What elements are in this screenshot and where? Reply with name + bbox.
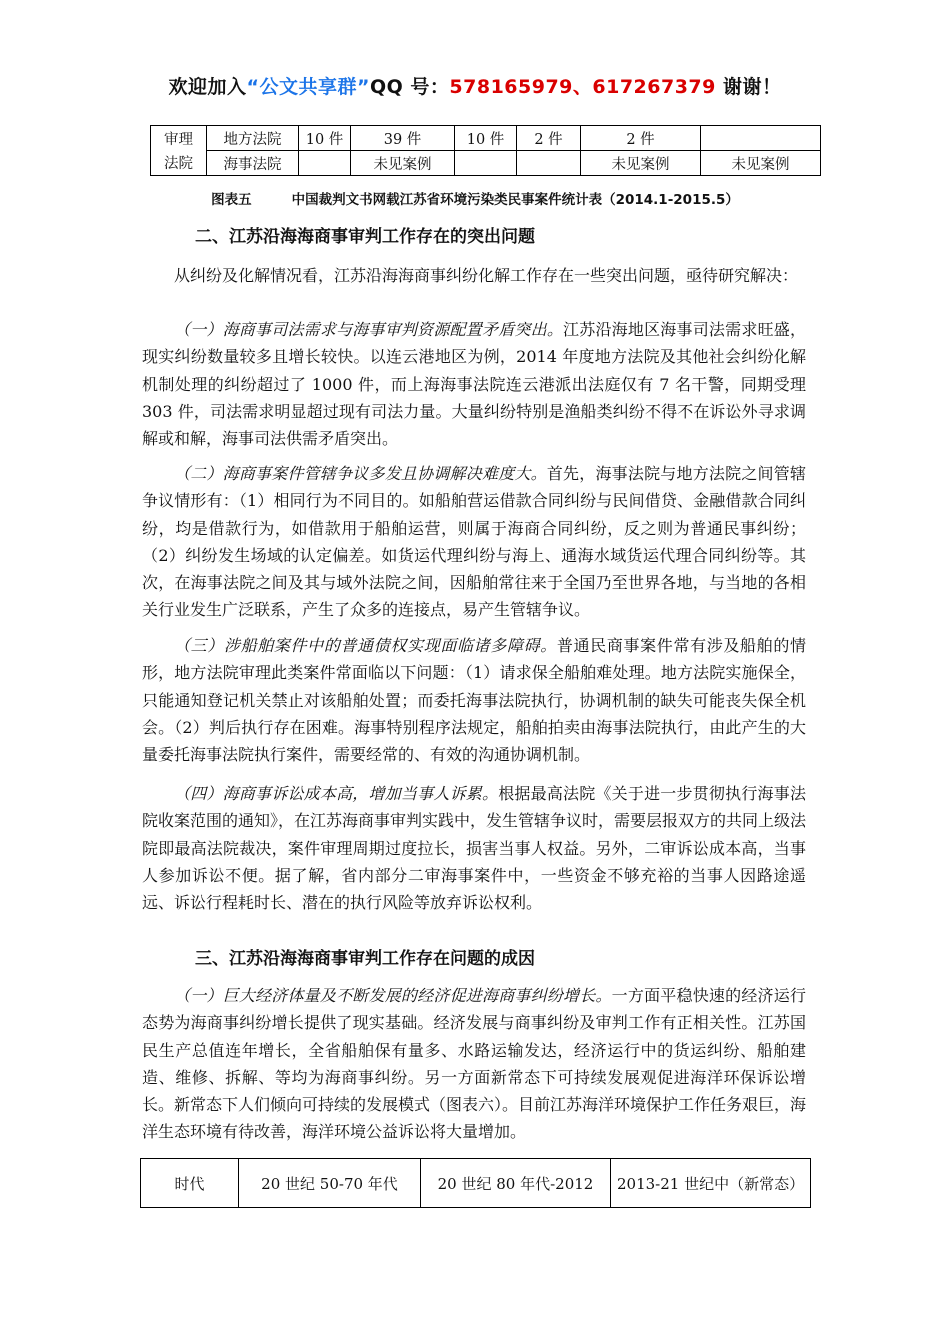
header-suffix: 谢谢！ [715,76,782,98]
header-prefix: 欢迎加入 [168,76,247,98]
paragraph [142,316,806,452]
table-cell: 未见案例 [701,151,821,176]
paragraph: 从纠纷及化解情况看，江苏沿海海商事纠纷化解工作存在一些突出问题，亟待研究解决： [174,266,799,285]
header-qq-label: QQ 号： [369,76,450,98]
table-cell: 10 件 [455,126,517,151]
table-cell: 20 世纪 50-70 年代 [239,1159,421,1208]
paragraph-body: 一方面平稳快速的经济运行态势为海商事纠纷增长提供了现实基础。经济发展与商事纠纷及审判工作有正相关性。江苏国民生产总值连年增长，全省船舶保有量多、水路运输发达，经济运行中的货运纠纷、船舶建造、维修、拆解、等均为海商事纠纷。另一方面新常态下可持续发展观促进海洋环保诉讼增长。新常态下人们倾向可持续的发展模式（图表六）。目前江苏海洋环境保护工作任务艰巨，海洋生态环境有待改善，海洋环境公益诉讼将大量增加。 [142,986,807,1142]
table-row [141,1159,811,1208]
table-cell: 时代 [141,1159,239,1208]
table-cell: 2 件 [581,126,701,151]
table-cell: 10 件 [299,126,351,151]
paragraph-body: 根据最高法院《关于进一步贯彻执行海事法院收案范围的通知》，在江苏海商事审判实践中，发生管辖争议时，需要层报双方的共同上级法院即最高法院裁决，案件审理周期过度拉长，损害当事人权益。另外，二审诉讼成本高，当事人参加诉讼不便。据了解，省内部分二审海事案件中，一些资金不够充裕的当事人因路途遥远、诉讼行程耗时长、潜在的执行风险等放弃诉讼权利。 [142,784,807,913]
paragraph-body: 首先，海事法院与地方法院之间管辖争议情形有：（1）相同行为不同目的。如船舶营运借款合同纠纷与民间借贷、金融借款合同纠纷，均是借款行为，如借款用于船舶运营，则属于海商合同纠纷，反之则为普通民事纠纷；（2）纠纷发生场域的认定偏差。如货运代理纠纷与海上、通海水域货运代理合同纠纷等。其次，在海事法院之间及其与域外法院之间，因船舶常往来于全国乃至世界各地，与当地的各相关行业发生广泛联系，产生了众多的连接点，易产生管辖争议。 [142,464,806,620]
paragraph-lead: （四）海商事诉讼成本高，增加当事人诉累。 [174,784,499,803]
page-header [0,72,950,99]
table-cell: 未见案例 [351,151,455,176]
caption-label: 图表五 [211,192,252,208]
table-cell [455,151,517,176]
header-group-name: “公文共享群” [246,76,370,98]
table-cell [517,151,581,176]
paragraph [142,460,806,624]
table-cell: 2 件 [517,126,581,151]
table-cell: 20 世纪 80 年代-2012 [421,1159,611,1208]
table-cell: 海事法院 [207,151,299,176]
table-row [151,126,821,151]
paragraph [142,982,806,1146]
table-group-label: 审理 [151,126,207,151]
table-cell: 未见案例 [581,151,701,176]
table-cell: 39 件 [351,126,455,151]
paragraph-body: 江苏沿海地区海事司法需求旺盛，现实纠纷数量较多且增长较快。以连云港地区为例，2014 年度地方法院及其他社会纠纷化解机制处理的纠纷超过了 1000 件，而上海海事法院连云港派出法庭仅有 7 名干警，同期受理 303 件，司法需求明显超过现有司法力量。大量纠纷特别是渔船类纠纷不得不在诉讼外寻求调解或和解，海事司法供需矛盾突出。 [142,320,806,449]
paragraph [142,632,806,768]
caption-title: 中国裁判文书网载江苏省环境污染类民事案件统计表（2014.1-2015.5） [291,192,739,208]
paragraph-body: 普通民商事案件常有涉及船舶的情形，地方法院审理此类案件常面临以下问题：（1）请求保全船舶难处理。地方法院实施保全，只能通知登记机关禁止对该船舶处置；而委托海事法院执行，协调机制的缺失可能丧失保全机会。（2）判后执行存在困难。海事特别程序法规定，船舶拍卖由海事法院执行，由此产生的大量委托海事法院执行案件，需要经常的、有效的沟通协调机制。 [142,636,806,765]
table-cell [701,126,821,151]
header-qq-numbers: 578165979、617267379 [449,76,716,98]
table-cell: 地方法院 [207,126,299,151]
paragraph-lead: （一）海商事司法需求与海事审判资源配置矛盾突出。 [174,320,564,339]
statistics-table [150,125,821,176]
paragraph-lead: （三）涉船舶案件中的普通债权实现面临诸多障碍。 [174,636,557,655]
paragraph [142,780,806,916]
paragraph-lead: （一）巨大经济体量及不断发展的经济促进海商事纠纷增长。 [174,986,612,1005]
section-heading: 三、江苏沿海海商事审判工作存在问题的成因 [195,949,535,969]
paragraph-lead: （二）海商事案件管辖争议多发且协调解决难度大。 [174,464,547,483]
section-heading: 二、江苏沿海海商事审判工作存在的突出问题 [195,227,535,247]
table-caption [0,188,950,208]
table-cell [299,151,351,176]
table-group-label: 法院 [151,151,207,176]
table-row [151,151,821,176]
table-cell: 2013-21 世纪中（新常态） [611,1159,811,1208]
era-table [140,1158,811,1208]
